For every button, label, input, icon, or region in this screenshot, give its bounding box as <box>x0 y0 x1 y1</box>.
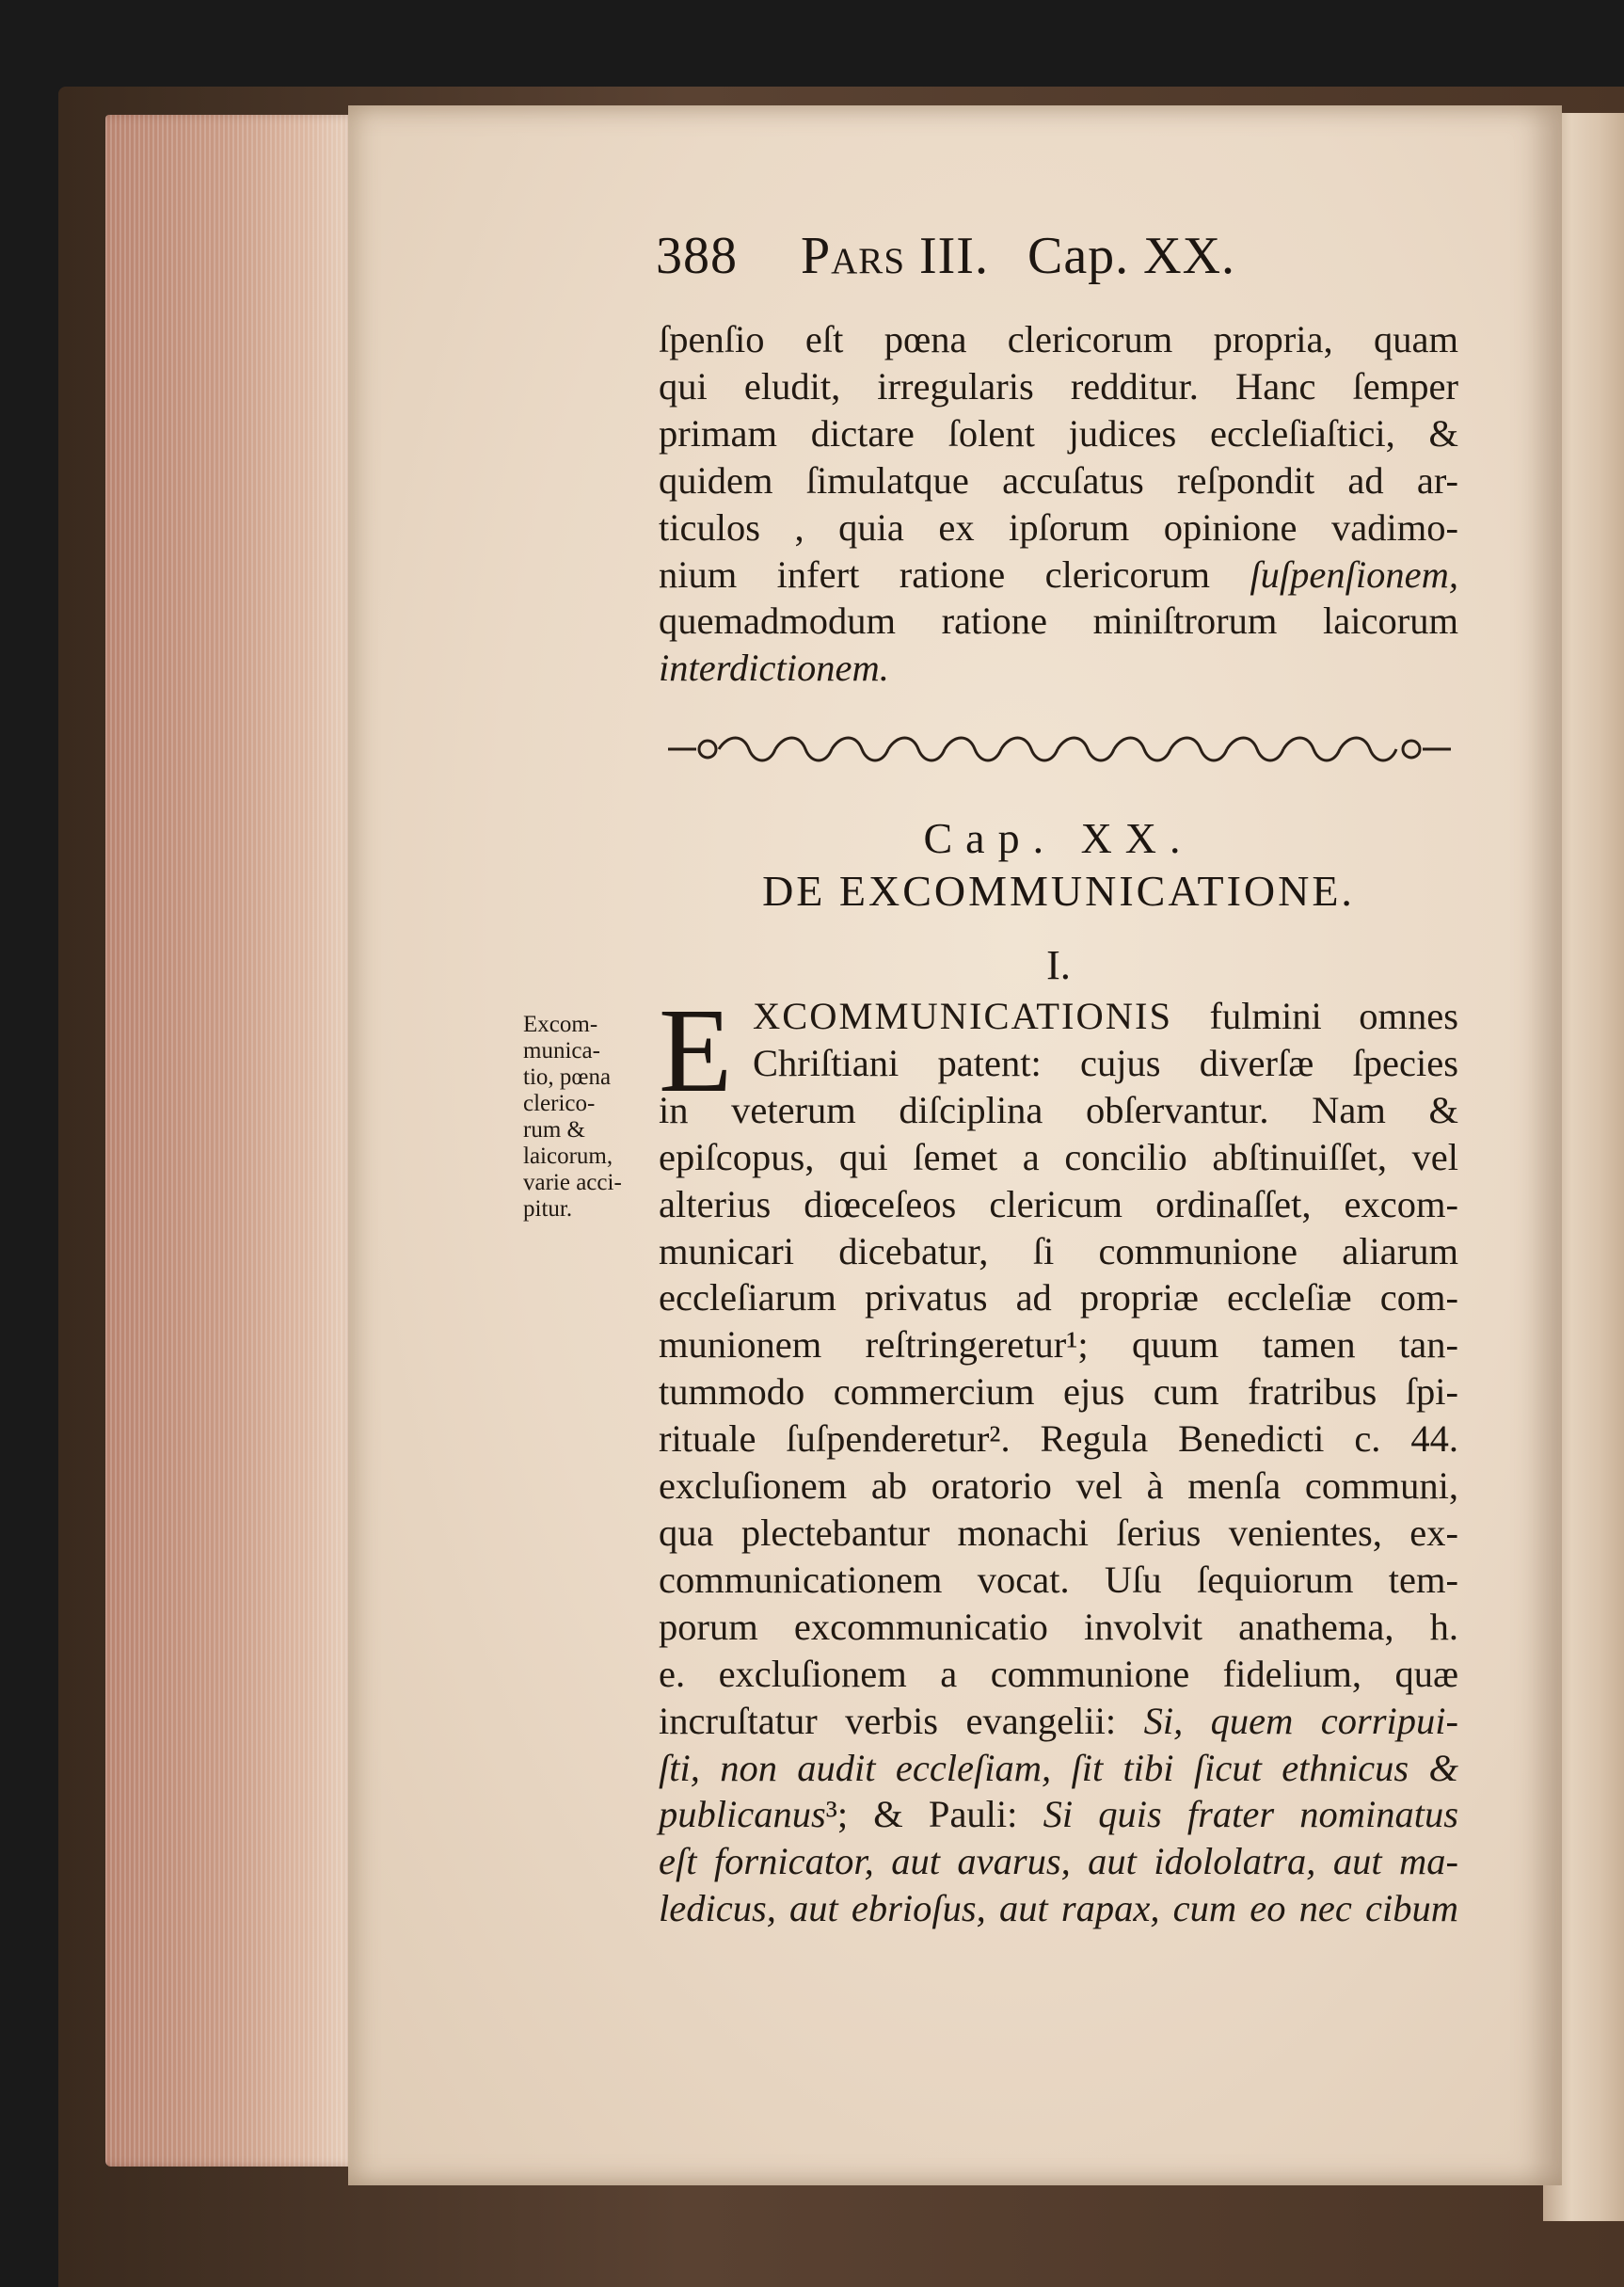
text-line: quemadmodum ratione miniſtrorum laicorum <box>659 600 1458 643</box>
section-number: I. <box>1046 942 1071 988</box>
text-line: ticulos , quia ex ipſorum opinione vadimo- <box>659 505 1458 549</box>
text-line: excluſionem ab oratorio vel à menſa communi, <box>659 1464 1458 1508</box>
margin-note-line: laicorum, <box>523 1144 613 1169</box>
chapter-label: Cap. XX. <box>923 814 1194 862</box>
text-line: qui eludit, irregularis redditur. Hanc ſemper <box>659 364 1458 408</box>
margin-note-line: munica- <box>523 1038 600 1064</box>
continuation-paragraph <box>659 316 1458 692</box>
chapter-title: DE EXCOMMUNICATIONE. <box>762 867 1355 915</box>
scripture-quote: Si quis frater nominatus <box>1043 1793 1459 1836</box>
first-word: XCOMMUNICATIONIS <box>753 995 1173 1037</box>
margin-note-line: varie acci- <box>523 1170 622 1195</box>
drop-cap: E <box>659 984 733 1117</box>
text-line <box>659 1791 1458 1838</box>
margin-note-line: pitur. <box>523 1196 573 1222</box>
text-line: municari dicebatur, ſi communione aliarum <box>659 1229 1458 1272</box>
text-line: Chriſtiani patent: cujus diverſæ ſpecies <box>753 1041 1458 1084</box>
text-fragment: nium infert ratione clericorum <box>659 552 1211 596</box>
text-line <box>659 993 1458 1040</box>
page-fore-edge <box>105 115 358 2167</box>
scripture-quote: Si, quem corripui- <box>1143 1699 1459 1742</box>
scripture-quote-line: ſti, non audit eccleſiam, ſit tibi ſicut ethnicus & <box>659 1746 1458 1789</box>
text-line: quidem ſimulatque accuſatus reſpondit ad ar- <box>659 458 1458 502</box>
text-line: tummodo commercium ejus cum fratribus ſpi- <box>659 1370 1458 1414</box>
italic-term-line: interdictionem. <box>659 647 889 690</box>
text-line: in veterum diſciplina obſervantur. Nam & <box>659 1088 1458 1131</box>
text-line: munionem reſtringeretur¹; quum tamen tan- <box>659 1323 1458 1367</box>
margin-note-line: clerico- <box>523 1091 596 1116</box>
italic-term: ſuſpenſionem, <box>1250 552 1459 596</box>
section-paragraph <box>659 984 1459 1932</box>
text-line: alterius diœceſeos clericum ordinaſſet, excom- <box>659 1182 1458 1225</box>
running-head-part: Pars III. <box>801 227 989 285</box>
text-line: ſpenſio eſt pœna clericorum propria, quam <box>659 318 1458 360</box>
text-fragment: ³; & Pauli: <box>825 1793 1018 1836</box>
page-number: 388 <box>656 227 738 285</box>
scripture-quote-line: ledicus, aut ebrioſus, aut rapax, cum eo nec cibum <box>659 1887 1458 1930</box>
scripture-quote-line: eſt fornicator, aut avarus, aut idololatra, aut ma- <box>659 1840 1458 1883</box>
margin-note-line: Excom- <box>523 1012 598 1037</box>
text-line <box>659 552 1458 599</box>
text-line: rituale ſuſpenderetur². Regula Benedicti c. 44. <box>659 1417 1458 1461</box>
running-head-chapter: Cap. XX. <box>1027 227 1236 285</box>
text-line: e. excluſionem a communione fidelium, quæ <box>659 1652 1458 1695</box>
scripture-quote: publicanus <box>659 1793 826 1836</box>
text-fragment: incruſtatur verbis evangelii: <box>659 1699 1117 1742</box>
ornamental-divider <box>659 730 1458 768</box>
text-line: qua plectebantur monachi ſerius venientes, ex- <box>659 1511 1458 1554</box>
margin-note-line: tio, pœna <box>523 1064 612 1090</box>
running-head <box>656 226 1296 286</box>
text-line <box>659 1698 1458 1745</box>
text-line: epiſcopus, qui ſemet a concilio abſtinuiſſet, vel <box>659 1135 1458 1178</box>
text-line: eccleſiarum privatus ad propriæ eccleſiæ com- <box>659 1276 1458 1319</box>
margin-note-line: rum & <box>523 1117 585 1143</box>
text-line: primam dictare ſolent judices eccleſiaſtici, & <box>659 411 1458 455</box>
margin-note <box>523 1012 645 1223</box>
text-fragment: fulmini omnes <box>1209 995 1458 1037</box>
text-line: communicationem vocat. Uſu ſequiorum tem- <box>659 1558 1458 1601</box>
text-line: porum excommunicatio involvit anathema, h. <box>659 1605 1458 1648</box>
